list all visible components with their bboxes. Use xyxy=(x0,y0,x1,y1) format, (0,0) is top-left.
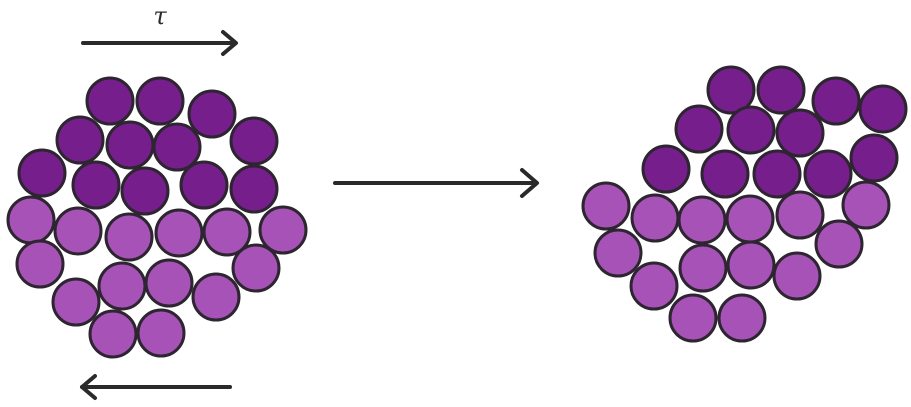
grain-light xyxy=(680,245,726,291)
grain-dark xyxy=(777,110,823,156)
grain-light xyxy=(843,182,889,228)
grain-light xyxy=(8,197,54,243)
bottom-shear-arrow-icon xyxy=(82,376,230,398)
grain-light xyxy=(777,192,823,238)
grain-dark xyxy=(231,166,277,212)
grain-dark xyxy=(57,117,103,163)
grain-dark xyxy=(860,86,906,132)
grain-dark xyxy=(813,78,859,124)
grain-dark xyxy=(107,122,153,168)
grain-light xyxy=(583,183,629,229)
grain-dark xyxy=(137,78,183,124)
grain-light xyxy=(146,260,192,306)
grain-light xyxy=(728,242,774,288)
grain-dark xyxy=(73,162,119,208)
grain-dark xyxy=(728,107,774,153)
grain-dark xyxy=(87,78,133,124)
grain-dark xyxy=(181,162,227,208)
grain-light xyxy=(719,295,765,341)
grain-light xyxy=(727,196,773,242)
grain-aggregate-before xyxy=(8,78,306,357)
grain-light xyxy=(816,221,862,267)
grain-light xyxy=(90,311,136,357)
grain-light xyxy=(670,295,716,341)
top-shear-arrow-icon xyxy=(83,32,236,54)
grain-dark xyxy=(758,67,804,113)
grain-light xyxy=(99,263,145,309)
process-arrow-icon xyxy=(335,170,537,196)
grain-light xyxy=(156,210,202,256)
grain-light xyxy=(679,197,725,243)
grain-light xyxy=(55,208,101,254)
grain-dark xyxy=(19,150,65,196)
grain-light xyxy=(106,214,152,260)
grain-dark xyxy=(805,151,851,197)
grain-dark xyxy=(189,91,235,137)
grain-light xyxy=(193,274,239,320)
grain-dark xyxy=(231,118,277,164)
shear-stress-label: τ xyxy=(153,2,167,30)
grain-light xyxy=(631,263,677,309)
grain-light xyxy=(632,195,678,241)
grain-aggregate-after xyxy=(583,67,906,341)
grain-dark xyxy=(851,135,897,181)
grain-dark xyxy=(702,151,748,197)
grain-dark xyxy=(122,168,168,214)
grain-light xyxy=(17,241,63,287)
grain-light xyxy=(233,245,279,291)
grain-light xyxy=(595,230,641,276)
grain-light xyxy=(138,310,184,356)
grain-dark xyxy=(643,146,689,192)
grain-dark xyxy=(676,106,722,152)
grain-light xyxy=(774,253,820,299)
grain-dark xyxy=(754,151,800,197)
grain-light xyxy=(53,279,99,325)
